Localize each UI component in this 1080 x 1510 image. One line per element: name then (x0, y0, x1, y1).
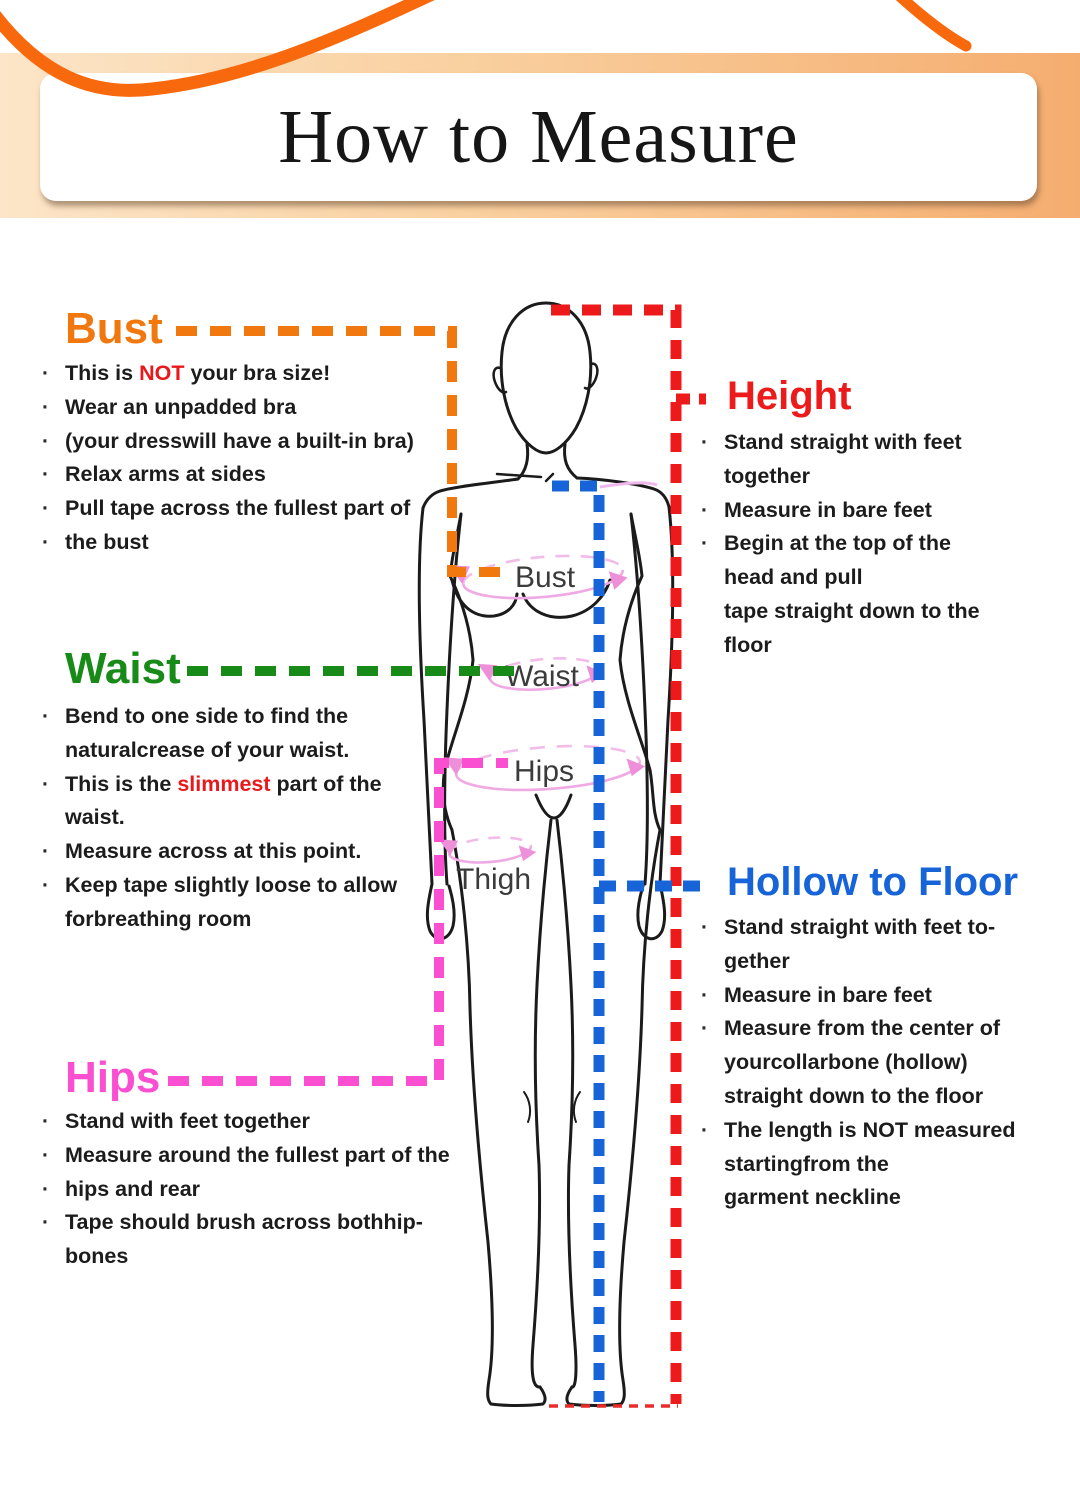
bullet-text: Wear an unpadded bra (65, 394, 297, 419)
bullet-text: Bend to one side to find the (65, 704, 349, 728)
bullet-dot: · (42, 772, 49, 796)
bullet-text: tape straight down to the (724, 598, 980, 623)
bullet-text: the bust (65, 529, 149, 554)
figure-label-bust: Bust (515, 561, 576, 594)
bullet-line (701, 595, 980, 629)
bullet-text: Pull tape across the fullest part of (65, 496, 411, 521)
bullet-line (42, 869, 397, 903)
bullet-line (42, 903, 397, 937)
bullet-dot: · (701, 532, 708, 556)
bullet-dot: · (701, 916, 708, 939)
bullet-dot: · (42, 1211, 49, 1235)
bullet-line (701, 1080, 1016, 1114)
bullet-text: gether (724, 948, 790, 973)
figure-label-hips: Hips (514, 755, 575, 788)
hips-tape-ellipse (444, 740, 646, 796)
hollow-instructions (701, 911, 1016, 1215)
bullet-line (701, 1046, 1016, 1080)
waist-instructions (42, 700, 397, 937)
bullet-text: bones (65, 1244, 129, 1269)
bullet-dot: · (701, 431, 708, 454)
bullet-line (701, 629, 980, 663)
bullet-text: This is the slimmest part of the (65, 771, 382, 796)
bullet-text: hips and rear (65, 1176, 201, 1201)
bullet-text: startingfrom the (724, 1151, 889, 1176)
bullet-text: Tape should brush across bothhip- (65, 1210, 423, 1235)
bullet-text: Stand straight with feet (724, 430, 962, 454)
bullet-text: Stand straight with feet to- (724, 915, 996, 939)
bullet-dot: · (42, 429, 49, 453)
bullet-line (701, 911, 1016, 945)
bullet-line (42, 1240, 450, 1274)
page-title: How to Measure (278, 94, 799, 179)
shoulder-tape-line (600, 483, 657, 487)
bullet-dot: · (42, 497, 49, 521)
bullet-line (42, 1206, 450, 1240)
bullet-line (42, 1139, 450, 1173)
bullet-line (42, 425, 414, 459)
bullet-line (701, 1181, 1016, 1215)
bullet-text: naturalcrease of your waist. (65, 737, 350, 762)
bullet-text: forbreathing room (65, 906, 252, 931)
bullet-line (42, 1173, 450, 1207)
bullet-text: floor (724, 632, 772, 657)
bullet-line (42, 835, 397, 869)
bullet-text: Measure in bare feet (724, 497, 932, 522)
bullet-dot: · (42, 362, 49, 385)
body-figure (419, 303, 672, 1406)
bullet-line (42, 458, 414, 492)
bullet-line (701, 979, 1016, 1013)
bullet-text: Relax arms at sides (65, 462, 266, 487)
bullet-dot: · (42, 1143, 49, 1167)
bust-instructions (42, 357, 414, 560)
bullet-line (701, 561, 980, 595)
thigh-tape-ellipse (439, 831, 537, 868)
bullet-text: garment neckline (724, 1185, 901, 1210)
bullet-dot: · (42, 530, 49, 554)
bullet-line (701, 460, 980, 494)
section-title-waist: Waist (65, 644, 181, 693)
bust-tape-ellipse (449, 550, 629, 605)
bullet-line (42, 1105, 450, 1139)
bullet-text: (your dresswill have a built-in bra) (65, 428, 414, 453)
bullet-line (42, 391, 414, 425)
height-leader-line (549, 310, 706, 1406)
bullet-line (701, 527, 980, 561)
bullet-line (701, 1114, 1016, 1148)
bullet-text: Measure around the fullest part of the (65, 1142, 450, 1167)
bullet-text: Begin at the top of the (724, 531, 951, 556)
bullet-dot: · (42, 705, 49, 728)
bullet-dot: · (701, 498, 708, 522)
bullet-line (42, 768, 397, 802)
bullet-text: waist. (65, 805, 125, 830)
bullet-text: Measure in bare feet (724, 982, 932, 1007)
bullet-text: This is NOT your bra size! (65, 361, 331, 385)
bullet-line (42, 801, 397, 835)
bullet-dot: · (701, 1017, 708, 1041)
bullet-line (701, 945, 1016, 979)
hips-instructions (42, 1105, 450, 1274)
hollow-leader-line (552, 486, 700, 1402)
bullet-line (701, 1012, 1016, 1046)
bullet-text: head and pull (724, 565, 863, 590)
section-title-height: Height (727, 374, 852, 418)
bullet-text: Stand with feet together (65, 1109, 310, 1133)
bullet-dot: · (42, 873, 49, 897)
bullet-text: together (724, 463, 810, 488)
bullet-line (42, 492, 414, 526)
bullet-text: Measure across at this point. (65, 839, 362, 864)
swoosh-curve-right (893, 0, 966, 46)
figure-label-thigh: Thigh (456, 863, 532, 896)
section-title-hips: Hips (65, 1053, 161, 1102)
bullet-dot: · (701, 983, 708, 1007)
bullet-text: Measure from the center of (724, 1016, 1000, 1041)
waist-tape-ellipse (478, 653, 605, 695)
bullet-dot: · (42, 395, 49, 419)
bullet-line (701, 1148, 1016, 1182)
bullet-text: straight down to the floor (724, 1083, 984, 1108)
bullet-line (701, 426, 980, 460)
bullet-line (42, 526, 414, 560)
bullet-text: Keep tape slightly loose to allow (65, 872, 398, 897)
title-card (40, 73, 1037, 201)
bullet-dot: · (42, 1110, 49, 1133)
bullet-line (42, 357, 414, 391)
bullet-dot: · (701, 1118, 708, 1142)
height-instructions (701, 426, 980, 663)
section-title-hollow: Hollow to Floor (727, 860, 1019, 904)
figure-label-waist: Waist (505, 660, 579, 693)
bullet-line (42, 700, 397, 734)
bullet-text: yourcollarbone (hollow) (724, 1050, 968, 1075)
section-title-bust: Bust (65, 304, 163, 353)
bullet-text: The length is NOT measured (724, 1117, 1016, 1142)
bullet-line (701, 494, 980, 528)
bullet-dot: · (42, 463, 49, 487)
bullet-dot: · (42, 1177, 49, 1201)
bullet-line (42, 734, 397, 768)
bullet-dot: · (42, 840, 49, 864)
